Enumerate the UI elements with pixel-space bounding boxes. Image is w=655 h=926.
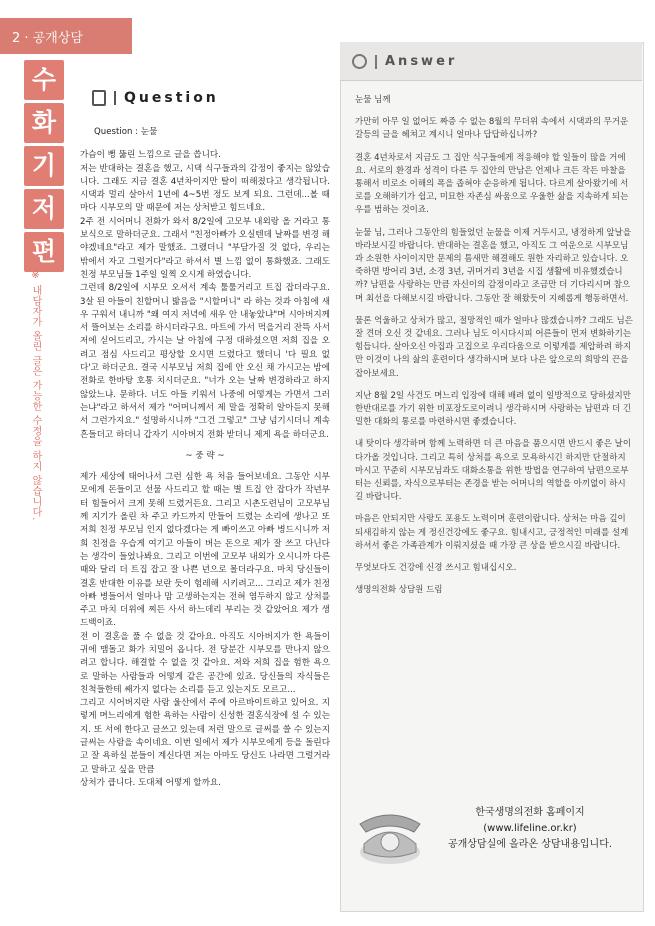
paragraph: 지난 8월 2일 사건도 며느리 입장에 대해 배려 없이 일방적으로 당하셨지만 한반대로를 가기 위한 비포장도로이려니 생각하시며 사랑하는 남편과 더 긴밀한 대화의 통로를 마련하시면 좋겠습니다.: [355, 390, 632, 428]
section-header-tab: [0, 18, 132, 54]
answer-heading: [352, 54, 457, 69]
vertical-title: [24, 60, 70, 275]
paragraph: 제가 세상에 태어나서 그런 심한 욕 처음 들어보네요. 그동안 시부모에게 돈들이고 선물 사드리고 할 때는 별 트집 안 잡다가 작년부터 힘들어서 크게 못해 드렸거든요. 그리고 시촌도련님이 고모부님께 지기가 올린 차 주고 카드까지 만들어 드렸는 소리에 생나고 또 저희 친정 부모님 인지 없다겠다는 게 빠이쓰고 아빠 병드시니까 저희 친정을 우습게 여기고 아들이 버는 돈으로 제가 잘 쓰고 다닌다는 생각이 들었나봐요. 그리고 이번에 고모부 내외가 오시니까 다른 때와 달리 더 트집 잡고 잘 나쁜 년으로 몰더라구요. 마치 당신들이 결혼 반대한 이유를 보란 듯이 험레해 시키려고... 그리고 제가 친정아빠 병들어서 얼마나 맘 고생하는지는 전혀 염두하지 않고 상처를 주고 마치 더위에 찌든 사서 하느데리 부리는 것 같았어요 제가 생드백이죠.: [80, 472, 330, 629]
title-char: 편: [24, 232, 64, 272]
title-char: 저: [24, 189, 64, 229]
promo-url: (www.lifeline.or.kr): [483, 823, 577, 834]
answer-title: Answer: [385, 54, 458, 69]
promo-line-3: 공개상담실에 올라온 상담내용입니다.: [447, 839, 613, 850]
lock-icon: [92, 90, 106, 106]
signature: 생명의전화 상담원 드림: [355, 585, 443, 596]
paragraph: 눈물 님께: [355, 95, 391, 105]
paragraph: 상처가 큽니다. 도대체 어떻게 할까요.: [80, 777, 221, 788]
paragraph: 전 이 결혼을 풀 수 없을 것 같아요. 아직도 시아버지가 한 욕들이 귀에 맴돌고 화가 치밀어 옵니다. 전 당분간 시부모를 만나지 않으려고 합니다. 해결할 수 없을 것 같아요. 저와 저희 집을 험한 욕으로 말하는 사람들과 어떻게 같은 공간에 있죠. 당신들의 자식들은 친척들한테 쌔가지 없다는 소리를 듣고 있는지도 모르고...: [80, 631, 330, 695]
paragraph: 저는 반대하는 결혼을 했고, 시댁 식구들과의 감정이 좋지는 않았습니다. 그래도 지금 결혼 4년차이지만 탈이 떠해졌다고 생각됩니다. 시댁과 멀리 살아서 1년에 4~5번 정도 보게 되요. 그런데...볼 때마다 시부모의 말 때문에 저는 상처받고 힘드네요.: [80, 163, 330, 214]
paragraph: 가만히 아무 일 없어도 짜증 수 없는 8월의 무더위 속에서 시댁과의 무거운 갈등의 글을 헤쳐고 계시니 얼마나 답답하십니까?: [355, 117, 629, 141]
answer-body: [355, 94, 633, 607]
homepage-promo: [430, 805, 630, 853]
divider: [375, 55, 377, 69]
question-title: Question: [124, 90, 219, 106]
paragraph: 눈물 님, 그러나 그동안의 힘들었던 눈물을 이제 거두시고, 냉정하게 앞날을 바라보시길 바랍니다. 반대하는 결혼을 했고, 아직도 그 여운으로 시부모님과 소원한 사이이지만 문제의 틈새만 해결해도 원한 자리하고 있습니다. 오죽하면 방어리 3년, 소경 3년, 귀머거리 3년을 시집 생활에 비유했겠습니까? 남편을 사랑하는 만큼 자신이의 감정이라고 조금만 더 기다리시며 참으며 최선을 다해보시길 바랍니다. 그동안 잘 해왔듯이 지혜롭게 행동하면서.: [355, 227, 632, 304]
title-char: 수: [24, 60, 64, 100]
paragraph: 가슴이 뻥 뚫린 느낌으로 글을 씁니다.: [80, 150, 221, 161]
promo-line-1: 한국생명의전화 홈페이지: [475, 807, 585, 818]
separator: ~ 중 략 ~: [185, 450, 225, 461]
key-icon: [352, 54, 367, 69]
telephone-icon: [350, 802, 430, 868]
section-label: 2 · 공개상담: [12, 31, 83, 46]
paragraph: 그리고 시어버지란 사람 울산에서 주에 아르바이트하고 있어요. 지렇게 며느리에게 험한 욕하는 사람이 신성한 결혼식장에 설 수 있는지. 또 서에 한다고 글쓰고 있는데 저런 말으로 글써를 쓸 수 있는지 글써는 사람을 속이네요. 이번 일에서 제가 시부모에게 등을 돌린다고 잘 욕하실 분들이 계신다면 저는 아마도 당신도 나라면 그럴거라고 말하고 싶을 만큼: [80, 698, 330, 775]
title-char: 화: [24, 103, 64, 143]
paragraph: 2주 전 시어머니 전화가 와서 8/2일에 고모부 내외랑 올 거라고 통보식으로 말하더군요. 그래서 "친정아빠가 오실텐데 날짜를 변경 해야겠네요"라고 제가 말했죠. 그랬더니 "부담가질 것 없다, 우리는 밖에서 자고 그럴거다"라고 하셔서 별 느낌 없이 통화했죠. 그래도 친정 부모님들 1주일 일찍 오시게 하였습니다.: [80, 216, 330, 280]
question-heading: [92, 90, 219, 106]
question-body: [80, 118, 330, 790]
editor-note: ※ 내담자가 올린 글은 가능한 수정을 하지 않습니다.: [30, 270, 41, 521]
title-char: 기: [24, 146, 64, 186]
question-id: Question : 눈물: [94, 127, 158, 137]
paragraph: 물론 억울하고 상처가 많고, 절망적인 때가 얼마나 많겠습니까? 그래도 님은 잘 견뎌 오신 것 같네요. 그러나 님도 이시다시피 어른들이 먼저 변화하기는 힘듭니다. 살아오신 아집과 고집으로 우리다움으로 이렇게를 제압하려 하지만 이것이 나의 삶의 훈련이다 생각하시며 보다 나은 앞으로의 희망의 끈을 잡아보세요.: [355, 315, 633, 379]
paragraph: 내 탓이다 생각하며 함께 노력하면 더 큰 마음을 품으시면 반드시 좋은 날이 다가올 것입니다. 그리고 특히 상처를 욕으로 모욕하시긴 하지만 단절하지 마시고 꾸준히 시부모님과도 대화소통을 위한 방법을 연구하여 남편으로부터는 신뢰를, 자식으로부터는 존경을 받는 어머니의 역할을 아끼없이 하시길 바랍니다.: [355, 439, 632, 503]
paragraph: 무엇보다도 건강에 신경 쓰시고 힘내십시오.: [355, 563, 517, 574]
paragraph: 결혼 4년차로서 지금도 그 집안 식구들에게 적응해야 할 일들이 많을 거에요. 서로의 환경과 성격이 다른 두 집안의 만남은 언제나 크든 작든 마찰을 통해서 비로소 이해의 폭을 좁혀야 순응하게 됩니다. 다르게 살아왔기에 서로를 오해하기가 쉽고, 미묘한 자존심 싸움으로 우울한 삶을 지속하게 되는 우를 범하는 것이죠.: [355, 152, 629, 216]
divider: [114, 91, 116, 105]
paragraph: 그런데 8/2일에 시부모 오셔서 계속 툴툴거리고 트집 잡더라구요. 3살 된 아들이 친할머니 밟음을 "시할머니" 라 하는 것과 아침에 새우 구워서 내니까 "왜 여지 저녁에 새우 안 내놓았냐"며 시아버지께서 뜰어보는 소리를 하시더라구요. 마트에 가서 먹을거리 잔뜩 사서 저에 싣어드리고, 가시는 날 아침에 구정 대하셨으면 저희 집을 오려고 점심 사드리고 평상할 오시면 드렸다고 했더니 '다 필요 없다'고 하더군요. 결국 시부모님 저희 집에 안 오신 채 가시고는 밤에 전화로 한바탕 호통 치시더군요. "너가 오는 날짜 변경하라고 하지 않았느냐. 문하다. 너도 아들 키워서 나중에 어떻게는 가면서 그러는냐"라고 하셔서 제가 "어머니께서 제 말을 정확히 알아듣지 못해서 그런가지요." 설명하시니까 "그건 그렇고" 그냥 넘기시더니 계속 흔들더고 하더니 갑자기 시아버지 전화 받더니 제게 욕을 하더군요.: [80, 283, 330, 440]
paragraph: 마음은 안되지만 사랑도 포용도 노력이며 훈련이랍니다. 상처는 마음 깊이 되새김하지 않는 게 정신건강에도 좋구요. 힘내시고, 긍정적인 미래를 설계하셔서 좋은 가족관계가 이뤄지셨을 때 가장 큰 상을 받으시길 바랍니다.: [355, 514, 629, 551]
